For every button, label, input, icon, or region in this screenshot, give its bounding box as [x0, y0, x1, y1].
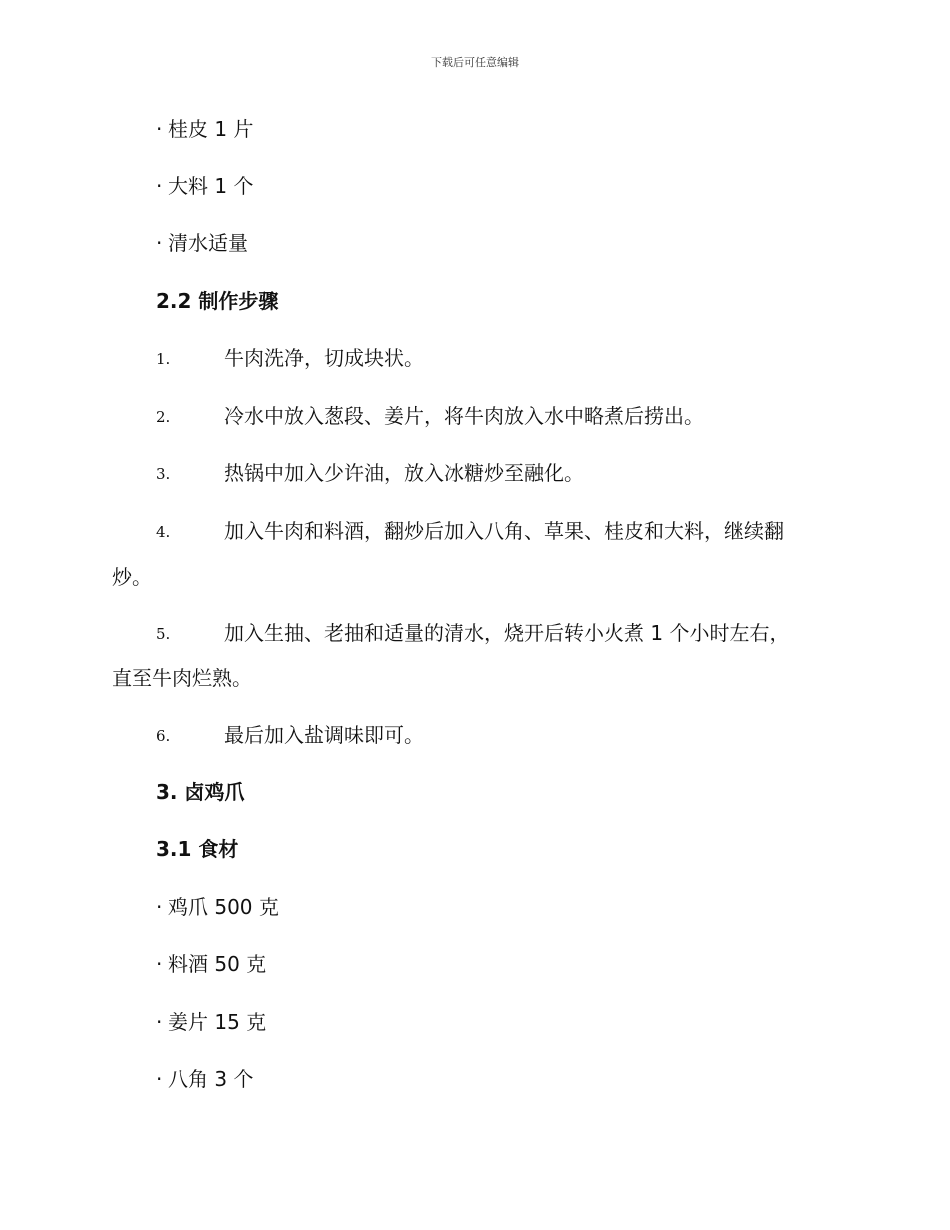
section-heading-3: 3. 卤鸡爪	[156, 780, 245, 804]
step-text: 最后加入盐调味即可。	[224, 723, 424, 747]
step-text-continuation: 炒。	[112, 565, 152, 589]
ingredient-text: 大料 1 个	[168, 174, 254, 198]
ingredient-text: 姜片 15 克	[168, 1010, 267, 1034]
ingredient-item	[156, 231, 248, 255]
step-number: 2.	[156, 408, 171, 426]
bullet-marker: ·	[156, 174, 163, 198]
bullet-marker: ·	[156, 895, 163, 919]
step-number: 1.	[156, 350, 171, 368]
section-heading-2-2: 2.2 制作步骤	[156, 289, 279, 313]
bullet-marker: ·	[156, 1010, 163, 1034]
step-text: 加入生抽、老抽和适量的清水，烧开后转小火煮 1 个小时左右，	[224, 621, 790, 645]
step-number: 6.	[156, 727, 171, 745]
ingredient-text: 鸡爪 500 克	[168, 895, 279, 919]
step-number: 5.	[156, 625, 171, 643]
step-text: 牛肉洗净，切成块状。	[224, 346, 424, 370]
ingredient-item	[156, 952, 266, 976]
ingredient-item	[156, 1010, 266, 1034]
ingredient-item	[156, 1067, 253, 1091]
ingredient-item	[156, 895, 279, 919]
bullet-marker: ·	[156, 231, 163, 255]
ingredient-item	[156, 117, 253, 141]
ingredient-text: 八角 3 个	[168, 1067, 254, 1091]
bullet-marker: ·	[156, 1067, 163, 1091]
step-text-continuation: 直至牛肉烂熟。	[112, 666, 252, 690]
step-number: 3.	[156, 465, 171, 483]
ingredient-item	[156, 174, 253, 198]
ingredient-text: 清水适量	[168, 231, 248, 255]
bullet-marker: ·	[156, 117, 163, 141]
step-text: 热锅中加入少许油，放入冰糖炒至融化。	[224, 461, 584, 485]
bullet-marker: ·	[156, 952, 163, 976]
page-header: 下载后可任意编辑	[431, 56, 519, 69]
step-text: 冷水中放入葱段、姜片，将牛肉放入水中略煮后捞出。	[224, 404, 704, 428]
ingredient-text: 桂皮 1 片	[168, 117, 254, 141]
step-text: 加入牛肉和料酒，翻炒后加入八角、草果、桂皮和大料，继续翻	[224, 519, 784, 543]
ingredient-text: 料酒 50 克	[168, 952, 267, 976]
step-number: 4.	[156, 523, 171, 541]
section-heading-3-1: 3.1 食材	[156, 837, 239, 861]
